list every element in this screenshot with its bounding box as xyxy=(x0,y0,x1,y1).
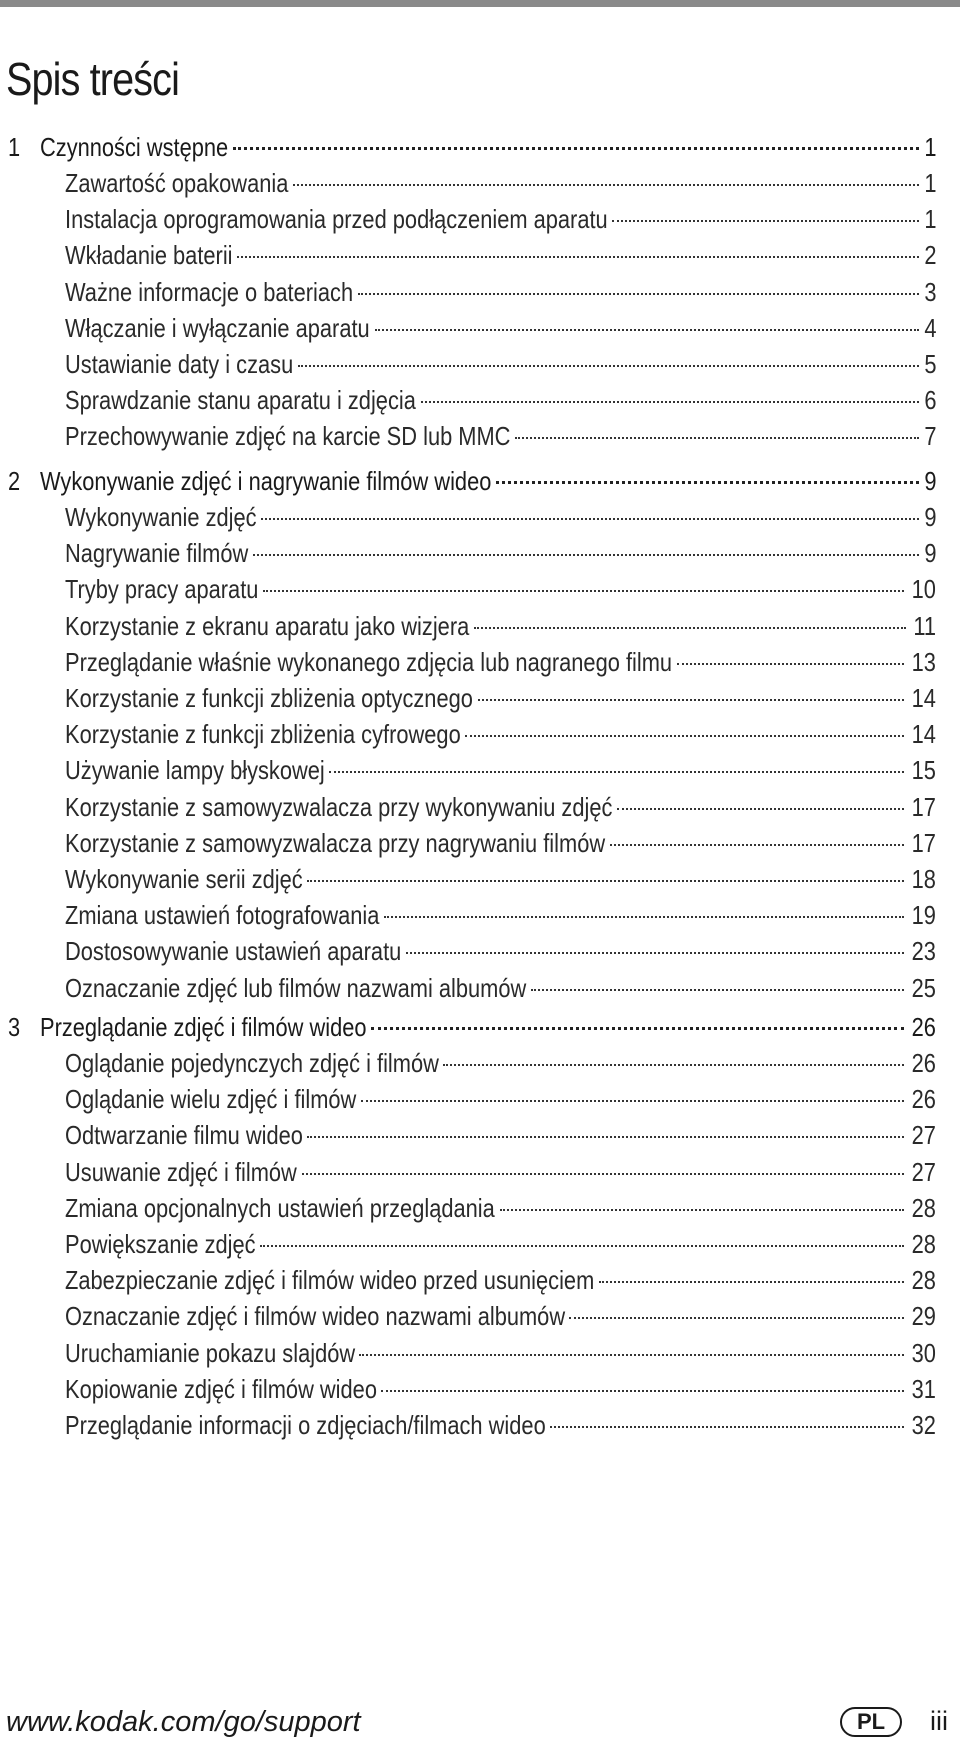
dot-leader xyxy=(298,365,919,367)
entry-title: Zmiana ustawień fotografowania xyxy=(65,900,380,930)
toc-entry[interactable] xyxy=(65,498,936,536)
toc-entry[interactable] xyxy=(65,715,936,753)
toc-entry[interactable] xyxy=(65,1370,936,1408)
dot-leader xyxy=(361,1100,904,1102)
entry-page-number: 1 xyxy=(923,204,936,234)
chapter-page-number: 1 xyxy=(923,132,936,162)
dot-leader xyxy=(307,880,904,882)
entry-title: Uruchamianie pokazu slajdów xyxy=(65,1338,356,1368)
entry-page-number: 13 xyxy=(911,647,936,677)
chapter-title: Czynności wstępne xyxy=(40,132,229,162)
entry-page-number: 25 xyxy=(911,973,936,1003)
dot-leader xyxy=(550,1426,904,1428)
toc-entry[interactable] xyxy=(65,1153,936,1191)
chapter-title: Wykonywanie zdjęć i nagrywanie filmów wideo xyxy=(40,466,492,496)
footer-url[interactable]: www.kodak.com/go/support xyxy=(6,1706,361,1738)
dot-leader xyxy=(329,771,904,773)
entry-page-number: 26 xyxy=(911,1048,936,1078)
entry-page-number: 15 xyxy=(911,755,936,785)
toc-entry[interactable] xyxy=(65,1225,936,1263)
toc-chapter[interactable] xyxy=(8,1008,936,1046)
entry-page-number: 4 xyxy=(923,313,936,343)
dot-leader xyxy=(263,590,904,592)
toc-entry[interactable] xyxy=(65,1261,936,1299)
entry-title: Sprawdzanie stanu aparatu i zdjęcia xyxy=(65,385,416,415)
top-rule xyxy=(0,0,960,7)
toc-entry[interactable] xyxy=(65,643,936,681)
entry-title: Tryby pracy aparatu xyxy=(65,574,259,604)
entry-page-number: 17 xyxy=(911,792,936,822)
entry-title: Dostosowywanie ustawień aparatu xyxy=(65,936,402,966)
entry-title: Przechowywanie zdjęć na karcie SD lub MMC xyxy=(65,421,511,451)
entry-page-number: 14 xyxy=(911,719,936,749)
dot-leader xyxy=(617,808,904,810)
toc-entry[interactable] xyxy=(65,1189,936,1227)
entry-page-number: 29 xyxy=(911,1301,936,1331)
dot-leader xyxy=(375,329,919,331)
entry-page-number: 32 xyxy=(911,1410,936,1440)
dot-leader xyxy=(599,1281,904,1283)
page-title: Spis treści xyxy=(6,53,180,105)
toc-entry[interactable] xyxy=(65,534,936,572)
entry-page-number: 23 xyxy=(911,936,936,966)
dot-leader xyxy=(381,1390,904,1392)
dot-leader xyxy=(478,699,904,701)
entry-title: Zmiana opcjonalnych ustawień przeglądania xyxy=(65,1193,495,1223)
language-badge: PL xyxy=(840,1707,902,1737)
dot-leader xyxy=(496,481,918,484)
entry-title: Korzystanie z samowyzwalacza przy nagrywaniu filmów xyxy=(65,828,606,858)
dot-leader xyxy=(406,952,904,954)
entry-page-number: 27 xyxy=(911,1120,936,1150)
toc-entry[interactable] xyxy=(65,164,936,202)
dot-leader xyxy=(371,1027,904,1030)
entry-title: Przeglądanie właśnie wykonanego zdjęcia lub nagranego filmu xyxy=(65,647,673,677)
chapter-number: 1 xyxy=(8,132,21,162)
toc-entry[interactable] xyxy=(65,824,936,862)
toc-entry[interactable] xyxy=(65,1080,936,1118)
dot-leader xyxy=(474,627,906,629)
entry-title: Instalacja oprogramowania przed podłączeniem aparatu xyxy=(65,204,608,234)
entry-page-number: 5 xyxy=(923,349,936,379)
entry-page-number: 1 xyxy=(923,168,936,198)
entry-title: Przeglądanie informacji o zdjęciach/filmach wideo xyxy=(65,1410,546,1440)
dot-leader xyxy=(515,437,918,439)
dot-leader xyxy=(260,1245,904,1247)
entry-page-number: 6 xyxy=(923,385,936,415)
dot-leader xyxy=(253,554,918,556)
dot-leader xyxy=(421,401,919,403)
entry-title: Używanie lampy błyskowej xyxy=(65,755,325,785)
entry-title: Ważne informacje o bateriach xyxy=(65,277,354,307)
toc-entry[interactable] xyxy=(65,788,936,826)
dot-leader xyxy=(531,989,904,991)
toc-entry[interactable] xyxy=(65,1116,936,1154)
entry-page-number: 17 xyxy=(911,828,936,858)
toc-chapter[interactable] xyxy=(8,128,936,166)
entry-page-number: 27 xyxy=(911,1157,936,1187)
entry-title: Włączanie i wyłączanie aparatu xyxy=(65,313,370,343)
entry-title: Wykonywanie serii zdjęć xyxy=(65,864,303,894)
toc-entry[interactable] xyxy=(65,751,936,789)
chapter-number: 2 xyxy=(8,466,21,496)
entry-title: Korzystanie z ekranu aparatu jako wizjera xyxy=(65,611,470,641)
dot-leader xyxy=(610,844,904,846)
toc-entry[interactable] xyxy=(65,896,936,934)
dot-leader xyxy=(233,147,919,150)
page-number: iii xyxy=(930,1706,948,1736)
toc-entry[interactable] xyxy=(65,860,936,898)
entry-page-number: 28 xyxy=(911,1229,936,1259)
toc-entry[interactable] xyxy=(65,417,936,455)
dot-leader xyxy=(302,1173,904,1175)
entry-title: Odtwarzanie filmu wideo xyxy=(65,1120,303,1150)
entry-title: Zabezpieczanie zdjęć i filmów wideo przed usunięciem xyxy=(65,1265,595,1295)
entry-page-number: 28 xyxy=(911,1193,936,1223)
dot-leader xyxy=(307,1136,904,1138)
toc-chapter[interactable] xyxy=(8,462,936,500)
entry-page-number: 7 xyxy=(923,421,936,451)
dot-leader xyxy=(384,916,904,918)
toc-entry[interactable] xyxy=(65,932,936,970)
entry-title: Oznaczanie zdjęć i filmów wideo nazwami albumów xyxy=(65,1301,566,1331)
dot-leader xyxy=(237,256,918,258)
entry-title: Usuwanie zdjęć i filmów xyxy=(65,1157,297,1187)
dot-leader xyxy=(359,1354,904,1356)
chapter-title: Przeglądanie zdjęć i filmów wideo xyxy=(40,1012,367,1042)
toc-entry[interactable] xyxy=(65,200,936,238)
toc-entry[interactable] xyxy=(65,309,936,347)
entry-title: Korzystanie z funkcji zbliżenia cyfrowego xyxy=(65,719,461,749)
toc-entry[interactable] xyxy=(65,1334,936,1372)
dot-leader xyxy=(261,518,918,520)
entry-page-number: 10 xyxy=(911,574,936,604)
toc-entry[interactable] xyxy=(65,1297,936,1335)
dot-leader xyxy=(443,1064,904,1066)
entry-page-number: 31 xyxy=(911,1374,936,1404)
entry-page-number: 30 xyxy=(911,1338,936,1368)
dot-leader xyxy=(569,1317,904,1319)
entry-page-number: 9 xyxy=(923,538,936,568)
toc-entry[interactable] xyxy=(65,1044,936,1082)
entry-title: Oglądanie pojedynczych zdjęć i filmów xyxy=(65,1048,439,1078)
toc-entry[interactable] xyxy=(65,679,936,717)
toc-entry[interactable] xyxy=(65,1406,936,1444)
entry-page-number: 26 xyxy=(911,1084,936,1114)
toc-entry[interactable] xyxy=(65,273,936,311)
entry-page-number: 18 xyxy=(911,864,936,894)
entry-title: Korzystanie z funkcji zbliżenia optycznego xyxy=(65,683,473,713)
entry-page-number: 3 xyxy=(923,277,936,307)
chapter-page-number: 26 xyxy=(911,1012,936,1042)
entry-title: Ustawianie daty i czasu xyxy=(65,349,294,379)
entry-page-number: 19 xyxy=(911,900,936,930)
toc-entry[interactable] xyxy=(65,236,936,274)
entry-title: Wykonywanie zdjęć xyxy=(65,502,257,532)
dot-leader xyxy=(293,184,919,186)
entry-page-number: 9 xyxy=(923,502,936,532)
chapter-page-number: 9 xyxy=(923,466,936,496)
dot-leader xyxy=(500,1209,904,1211)
entry-title: Powiększanie zdjęć xyxy=(65,1229,256,1259)
entry-page-number: 11 xyxy=(913,611,936,641)
dot-leader xyxy=(358,293,919,295)
toc-entry[interactable] xyxy=(65,345,936,383)
entry-title: Zawartość opakowania xyxy=(65,168,289,198)
toc-entry[interactable] xyxy=(65,381,936,419)
dot-leader xyxy=(677,663,904,665)
entry-title: Oglądanie wielu zdjęć i filmów xyxy=(65,1084,357,1114)
entry-title: Wkładanie baterii xyxy=(65,240,233,270)
entry-page-number: 14 xyxy=(911,683,936,713)
entry-page-number: 28 xyxy=(911,1265,936,1295)
entry-page-number: 2 xyxy=(923,240,936,270)
entry-title: Korzystanie z samowyzwalacza przy wykonywaniu zdjęć xyxy=(65,792,613,822)
toc-entry[interactable] xyxy=(65,570,936,608)
toc-entry[interactable] xyxy=(65,607,936,645)
toc-entry[interactable] xyxy=(65,969,936,1007)
dot-leader xyxy=(612,220,918,222)
entry-title: Oznaczanie zdjęć lub filmów nazwami albumów xyxy=(65,973,527,1003)
entry-title: Nagrywanie filmów xyxy=(65,538,249,568)
entry-title: Kopiowanie zdjęć i filmów wideo xyxy=(65,1374,377,1404)
dot-leader xyxy=(465,735,904,737)
chapter-number: 3 xyxy=(8,1012,21,1042)
